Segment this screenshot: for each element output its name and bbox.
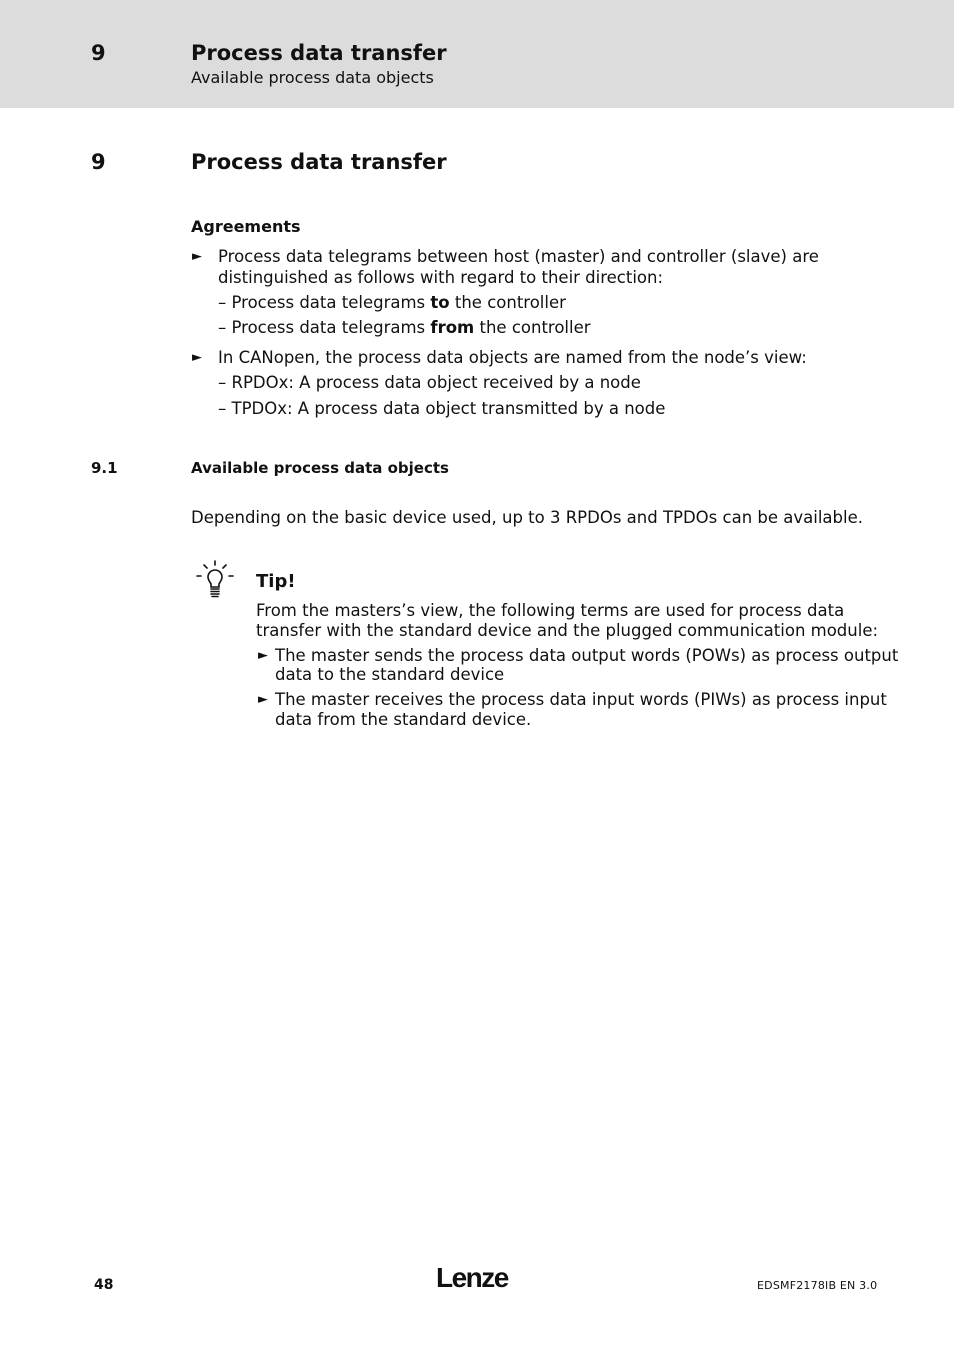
tip-bullet2-line1: The master receives the process data input words (PIWs) as process input (275, 690, 887, 709)
agreements-sub-to: – Process data telegrams to the controller (218, 293, 566, 312)
page-number: 48 (94, 1277, 114, 1293)
subsection-number: 9.1 (91, 459, 118, 477)
tip-bullet2-line2: data from the standard device. (275, 710, 532, 729)
agreements-heading: Agreements (191, 217, 301, 236)
header-subtitle: Available process data objects (191, 68, 434, 87)
subsection-paragraph: Depending on the basic device used, up to 3 RPDOs and TPDOs can be available. (191, 508, 863, 527)
tip-bullet1-line1: The master sends the process data output words (POWs) as process output (275, 646, 899, 665)
tip-line1: From the masters’s view, the following terms are used for process data (256, 601, 845, 620)
header-chapter-title: Process data transfer (191, 41, 447, 65)
agreements-sub-rpdo: – RPDOx: A process data object received by a node (218, 373, 641, 392)
agreements-sub-tpdo: – TPDOx: A process data object transmitted by a node (218, 399, 666, 418)
emphasis-from: from (430, 318, 475, 337)
bullet-arrow-icon: ► (258, 648, 268, 663)
agreements-bullet1-line1: Process data telegrams between host (master) and controller (slave) are (218, 247, 819, 266)
page-header-band (0, 0, 954, 108)
header-chapter-number: 9 (91, 41, 106, 65)
bullet-arrow-icon: ► (192, 350, 202, 365)
lightbulb-icon (196, 560, 236, 600)
bullet-arrow-icon: ► (258, 692, 268, 707)
bullet-arrow-icon: ► (192, 249, 202, 264)
tip-title: Tip! (256, 571, 296, 592)
tip-line2: transfer with the standard device and the plugged communication module: (256, 621, 879, 640)
document-id: EDSMF2178IB EN 3.0 (757, 1279, 878, 1292)
agreements-bullet2-line1: In CANopen, the process data objects are named from the node’s view: (218, 348, 807, 367)
emphasis-to: to (430, 293, 450, 312)
subsection-title: Available process data objects (191, 459, 449, 477)
section-number: 9 (91, 150, 106, 174)
tip-bullet1-line2: data to the standard device (275, 665, 505, 684)
agreements-sub-from: – Process data telegrams from the controller (218, 318, 591, 337)
lenze-logo: Lenze (436, 1262, 508, 1293)
agreements-bullet1-line2: distinguished as follows with regard to their direction: (218, 268, 664, 287)
section-title: Process data transfer (191, 150, 447, 174)
